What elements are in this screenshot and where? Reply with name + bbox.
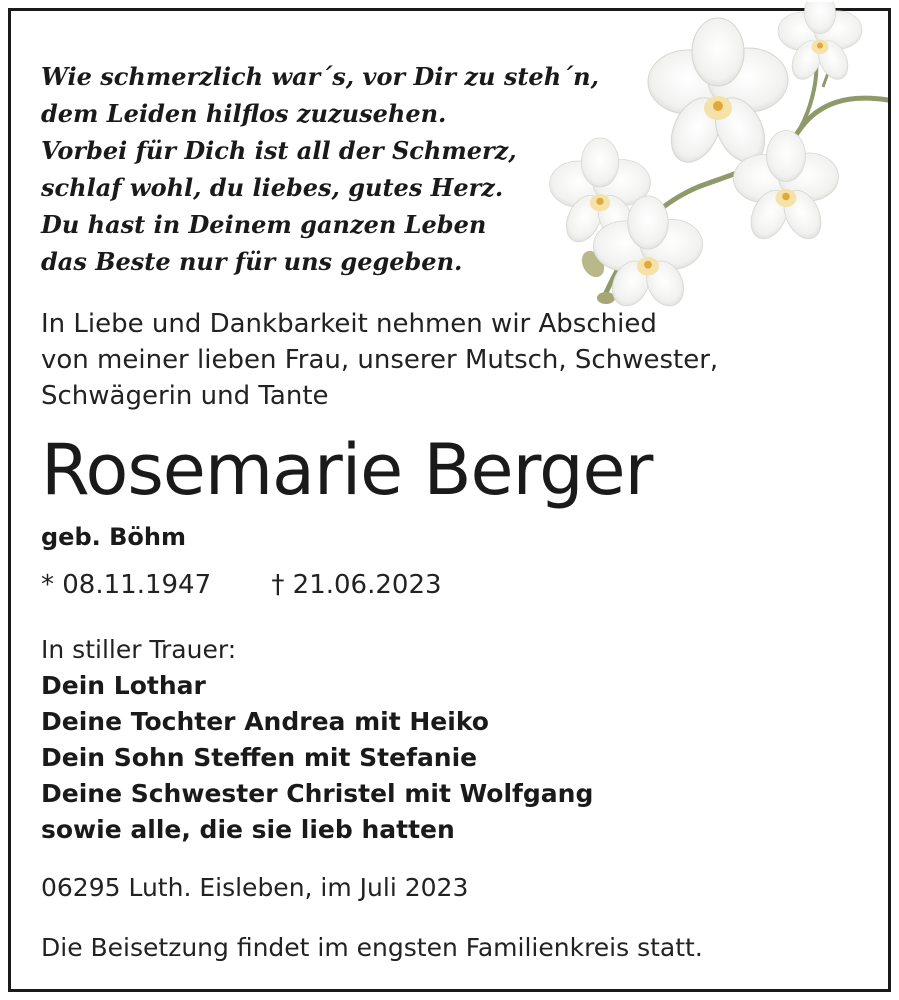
mourners-list — [41, 632, 593, 848]
birth-date: * 08.11.1947 — [41, 570, 212, 600]
poem-line: Vorbei für Dich ist all der Schmerz, — [41, 136, 517, 165]
intro-line: Schwägerin und Tante — [41, 381, 329, 411]
intro-text — [41, 306, 841, 414]
mourner-entry: Dein Sohn Steffen mit Stefanie — [41, 743, 478, 772]
poem-line: dem Leiden hilflos zuzusehen. — [41, 99, 447, 128]
deceased-name: Rosemarie Berger — [41, 429, 653, 511]
poem-line: das Beste nur für uns gegeben. — [41, 247, 463, 276]
mourner-entry: Deine Schwester Christel mit Wolfgang — [41, 779, 594, 808]
orchid-icon — [548, 2, 888, 312]
mourners-heading: In stiller Trauer: — [41, 635, 237, 664]
place-and-date: 06295 Luth. Eisleben, im Juli 2023 — [41, 873, 469, 902]
death-date: † 21.06.2023 — [271, 570, 442, 600]
mourner-entry: Deine Tochter Andrea mit Heiko — [41, 707, 489, 736]
burial-note: Die Beisetzung findet im engsten Familienkreis statt. — [41, 933, 703, 962]
intro-line: In Liebe und Dankbarkeit nehmen wir Abschied — [41, 309, 657, 339]
maiden-name: geb. Böhm — [41, 523, 186, 551]
intro-line: von meiner lieben Frau, unserer Mutsch, Schwester, — [41, 345, 719, 375]
poem-line: Du hast in Deinem ganzen Leben — [41, 210, 487, 239]
poem-line: Wie schmerzlich war´s, vor Dir zu steh´n, — [41, 62, 599, 91]
poem — [41, 58, 599, 280]
life-dates — [41, 565, 442, 605]
mourner-entry: sowie alle, die sie lieb hatten — [41, 815, 455, 844]
mourner-entry: Dein Lothar — [41, 671, 206, 700]
poem-line: schlaf wohl, du liebes, gutes Herz. — [41, 173, 504, 202]
